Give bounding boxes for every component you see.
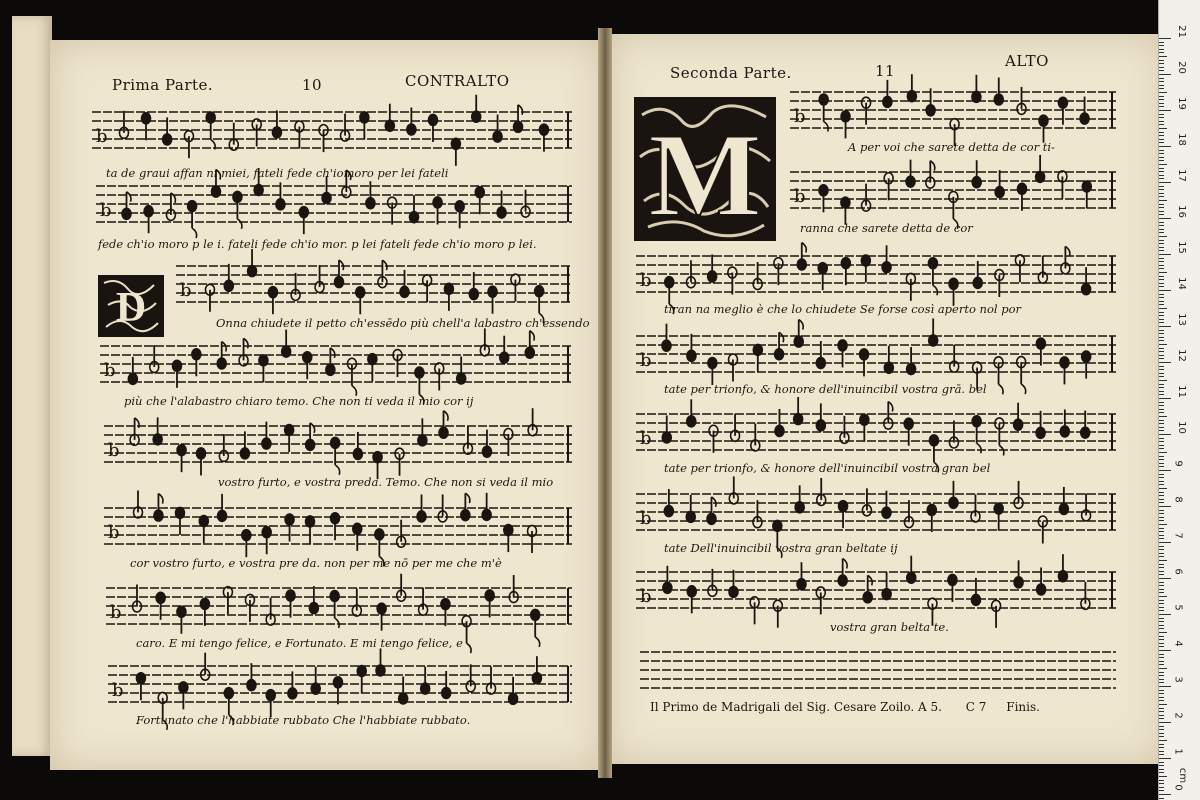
svg-text:b: b [100,200,112,221]
ruler-tick [1159,488,1167,489]
ruler-tick [1159,394,1164,395]
ruler-tick [1159,754,1164,755]
ruler-tick [1159,70,1164,71]
ruler-tick [1159,711,1164,712]
ruler-number: 7 [1172,532,1184,539]
svg-text:D: D [115,285,147,331]
ruler-tick [1159,639,1164,640]
ruler-tick [1159,747,1164,748]
ruler-tick [1159,672,1164,673]
ruler-tick [1159,186,1164,187]
ruler-tick [1159,153,1164,154]
ruler-number: 1 [1172,748,1184,755]
ruler-tick [1159,495,1164,496]
ruler-tick [1159,549,1164,550]
ornamental-initial-d [98,275,164,337]
ruler-tick [1159,229,1164,230]
ruler-tick [1159,600,1164,601]
ruler-tick [1159,654,1164,655]
ruler-tick [1159,736,1164,737]
ruler-tick [1159,531,1164,532]
ruler-tick [1159,56,1167,57]
ruler-tick [1159,456,1164,457]
ruler-tick [1159,290,1171,291]
ruler-tick [1159,664,1164,665]
svg-text:b: b [108,522,120,543]
ruler-tick [1159,128,1167,129]
ruler-tick [1159,715,1164,716]
ruler-tick [1159,373,1164,374]
ruler-tick [1159,657,1164,658]
svg-text:M: M [648,108,762,241]
ruler-tick [1159,322,1164,323]
ruler-tick [1159,81,1164,82]
ruler-tick [1159,164,1167,165]
ruler-tick [1159,182,1171,183]
ruler-tick [1159,67,1164,68]
ruler-tick [1159,492,1164,493]
ruler-tick [1159,175,1164,176]
ruler-tick [1159,628,1164,629]
music-staff [790,155,1116,229]
ruler-tick [1159,686,1171,687]
ruler-tick [1159,74,1171,75]
ruler-tick [1159,538,1164,539]
ruler-tick [1159,207,1164,208]
lyric-line: cor vostro furto, e vostra pre da. non per me nō per me che m'è [130,556,502,570]
ruler-tick [1159,636,1164,637]
ruler-tick [1159,477,1164,478]
ruler-tick [1159,92,1167,93]
ruler-tick [1159,758,1171,759]
ruler-tick [1159,452,1167,453]
ruler-tick [1159,787,1164,788]
ruler-tick [1159,682,1164,683]
ruler-tick [1159,297,1164,298]
ruler-tick [1159,646,1164,647]
lyric-line: caro. E mi tengo felice, e Fortunato. E mi tengo felice, e [136,636,463,650]
ruler-tick [1159,304,1164,305]
ruler-tick [1159,466,1164,467]
ruler-tick [1159,196,1164,197]
ruler-tick [1159,63,1164,64]
ruler-tick [1159,726,1164,727]
ruler-tick [1159,380,1167,381]
ruler-tick [1159,621,1164,622]
lyric-line: Onna chiudete il petto ch'essēdo più chell'a labastro ch'essendo [216,316,590,330]
ruler-tick [1159,762,1164,763]
ruler-tick [1159,211,1164,212]
ruler-tick [1159,283,1164,284]
ruler-tick [1159,337,1164,338]
ruler-tick [1159,355,1164,356]
ruler-tick [1159,618,1164,619]
ruler-number: 10 [1175,421,1187,434]
ruler-tick [1159,661,1164,662]
ruler-tick [1159,254,1171,255]
ruler-tick [1159,794,1171,795]
ruler-tick [1159,650,1171,651]
ruler-tick [1159,463,1164,464]
ruler-tick [1159,376,1164,377]
ruler-tick [1159,675,1164,676]
ruler-tick [1159,506,1171,507]
music-staff [92,95,572,166]
ruler-tick [1159,434,1171,435]
ruler-tick [1159,560,1167,561]
ruler-tick [1159,78,1164,79]
ruler-tick [1159,438,1164,439]
ruler-tick [1159,420,1164,421]
ruler-tick [1159,776,1167,777]
ruler-tick [1159,261,1164,262]
ruler-unit: cm [1177,767,1189,784]
ruler-tick [1159,528,1164,529]
lyric-line: più che l'alabastro chiaro temo. Che non ti veda il mio cor ij [124,394,474,408]
ruler-tick [1159,106,1164,107]
ruler-tick [1159,798,1164,799]
ruler-tick [1159,610,1164,611]
ruler-tick [1159,189,1164,190]
ruler-number: 16 [1175,205,1187,218]
ruler-tick [1159,499,1164,500]
lyric-line: tiran na meglio è che lo chiudete Se forse così aperto nol por [664,302,1021,316]
ruler-tick [1159,571,1164,572]
ruler-number: 18 [1175,133,1187,146]
ruler-tick [1159,679,1164,680]
ruler-tick [1159,42,1164,43]
ruler-tick [1159,733,1164,734]
ruler-tick [1159,405,1164,406]
ruler-number: 9 [1172,460,1184,467]
ruler-tick [1159,38,1171,39]
ruler-tick [1159,218,1171,219]
ruler-tick [1159,578,1171,579]
ruler-tick [1159,574,1164,575]
ruler-tick [1159,232,1164,233]
ruler-tick [1159,121,1164,122]
ruler-tick [1159,222,1164,223]
colophon [650,700,1130,714]
ruler-tick [1159,693,1164,694]
ruler-tick [1159,398,1171,399]
svg-text:b: b [640,508,652,529]
ruler-tick [1159,225,1164,226]
right-part-label: Seconda Parte. [670,64,792,82]
ruler-number: 12 [1175,349,1187,362]
ornamental-initial-m [634,97,776,241]
ruler-tick [1159,567,1164,568]
measurement-ruler [1158,0,1200,800]
ruler-tick [1159,193,1164,194]
ruler-tick [1159,668,1167,669]
ruler-tick [1159,700,1164,701]
ruler-tick [1159,708,1164,709]
ruler-tick [1159,157,1164,158]
ruler-tick [1159,146,1171,147]
ruler-tick [1159,308,1167,309]
ruler-tick [1159,114,1164,115]
lyric-line: tate per trionfo, & honore dell'inuincibil vostra grā. bel [664,382,987,396]
ruler-tick [1159,445,1164,446]
ruler-tick [1159,632,1167,633]
lyric-line: Fortunato che l'habbiate rubbato Che l'habbiate rubbato. [136,713,471,727]
ruler-tick [1159,517,1164,518]
ruler-tick [1159,387,1164,388]
ruler-tick [1159,330,1164,331]
ruler-tick [1159,160,1164,161]
ruler-tick [1159,49,1164,50]
ruler-tick [1159,88,1164,89]
ruler-tick [1159,592,1164,593]
ruler-number: 3 [1172,676,1184,683]
lyric-line: vostro furto, e vostra preda. Temo. Che non si veda il mio [218,475,554,489]
ruler-tick [1159,150,1164,151]
ruler-tick [1159,286,1164,287]
svg-text:b: b [640,586,652,607]
ruler-tick [1159,391,1164,392]
ruler-tick [1159,171,1164,172]
ruler-tick [1159,769,1164,770]
ruler-tick [1159,722,1171,723]
ruler-tick [1159,333,1164,334]
ruler-tick [1159,607,1164,608]
music-staff [636,554,1116,628]
ruler-tick [1159,582,1164,583]
ruler-tick [1159,240,1164,241]
ruler-tick [1159,52,1164,53]
ruler-tick [1159,643,1164,644]
ruler-number: 15 [1175,241,1187,254]
ruler-tick [1159,294,1164,295]
ruler-tick [1159,142,1164,143]
music-staff [176,249,572,323]
ruler-number: 13 [1175,313,1187,326]
ruler-tick [1159,448,1164,449]
ruler-tick [1159,326,1171,327]
ruler-tick [1159,470,1171,471]
svg-text:b: b [108,440,120,461]
svg-text:b: b [640,270,652,291]
ruler-tick [1159,312,1164,313]
ruler-tick [1159,589,1164,590]
ruler-tick [1159,103,1164,104]
ruler-number: 17 [1175,169,1187,182]
ruler-tick [1159,315,1164,316]
ruler-tick [1159,272,1167,273]
ruler-tick [1159,459,1164,460]
ruler-tick [1159,783,1164,784]
left-page-number: 10 [302,76,323,94]
ruler-tick [1159,520,1164,521]
ruler-tick [1159,481,1164,482]
ruler-number: 19 [1175,97,1187,110]
ruler-tick [1159,132,1164,133]
ruler-tick [1159,513,1164,514]
svg-text:b: b [96,126,108,147]
svg-text:b: b [112,680,124,701]
ruler-number: 11 [1175,385,1187,398]
ruler-tick [1159,790,1164,791]
lyric-line: ranna che sarete detta de cor [800,221,973,235]
ruler-tick [1159,369,1164,370]
ruler-tick [1159,441,1164,442]
lyric-line: A per voi che sarete detta de cor ti- [848,140,1055,154]
lyric-line: fede ch'io moro p le i. fateli fede ch'io mor. p lei fateli fede ch'io moro p lei. [98,237,537,251]
ruler-tick [1159,243,1164,244]
ruler-tick [1159,178,1164,179]
svg-text:b: b [640,428,652,449]
ruler-tick [1159,546,1164,547]
ruler-tick [1159,765,1164,766]
ruler-tick [1159,340,1164,341]
ruler-tick [1159,60,1164,61]
ruler-number: 6 [1172,568,1184,575]
ruler-tick [1159,772,1164,773]
ruler-number: 21 [1175,25,1187,38]
ruler-tick [1159,416,1167,417]
ruler-tick [1159,362,1171,363]
ruler-tick [1159,85,1164,86]
ruler-tick [1159,366,1164,367]
ruler-number: 4 [1172,640,1184,647]
ruler-tick [1159,510,1164,511]
ruler-tick [1159,502,1164,503]
svg-text:b: b [794,186,806,207]
svg-text:b: b [180,280,192,301]
ruler-tick [1159,99,1164,100]
ruler-tick [1159,603,1164,604]
ruler-tick [1159,614,1171,615]
colophon-text: Il Primo de Madrigali del Sig. Cesare Zoilo. A 5. [650,700,942,714]
ruler-tick [1159,542,1171,543]
right-page-number: 11 [875,62,896,80]
lyric-line: tate per trionfo, & honore dell'inuincibil vostra gran bel [664,461,991,475]
ruler-tick [1159,117,1164,118]
ruler-tick [1159,412,1164,413]
ruler-tick [1159,474,1164,475]
ruler-tick [1159,265,1164,266]
ruler-tick [1159,279,1164,280]
ruler-tick [1159,409,1164,410]
ruler-tick [1159,704,1167,705]
finis-mark: Finis. [1006,700,1040,714]
ruler-tick [1159,250,1164,251]
ruler-tick [1159,214,1164,215]
ruler-number: 5 [1172,604,1184,611]
ruler-number: 8 [1172,496,1184,503]
ruler-tick [1159,139,1164,140]
ruler-tick [1159,697,1164,698]
ruler-tick [1159,427,1164,428]
ruler-number: 2 [1172,712,1184,719]
ruler-tick [1159,524,1167,525]
ruler-tick [1159,585,1164,586]
ruler-tick [1159,301,1164,302]
ruler-tick [1159,96,1164,97]
ruler-tick [1159,258,1164,259]
left-voice-title: CONTRALTO [405,72,510,90]
ruler-tick [1159,751,1164,752]
ruler-tick [1159,124,1164,125]
lyric-line: ta de graui affan ni miei, fateli fede ch'iomoro per lei fateli [106,166,449,180]
ruler-tick [1159,744,1164,745]
lyric-line: vostra gran belta te. [830,620,949,634]
gathering-signature: C 7 [965,700,987,714]
ruler-tick [1159,45,1164,46]
ruler-tick [1159,690,1164,691]
left-part-label: Prima Parte. [112,76,214,94]
music-staff [640,652,1116,688]
ruler-tick [1159,348,1164,349]
music-staff [104,408,572,479]
ruler-tick [1159,596,1167,597]
ruler-tick [1159,247,1164,248]
ruler-tick [1159,729,1164,730]
ruler-tick [1159,200,1167,201]
ruler-tick [1159,535,1164,536]
ruler-number: 14 [1175,277,1187,290]
ruler-tick [1159,718,1164,719]
svg-text:b: b [640,350,652,371]
music-staff [790,74,1116,146]
ruler-tick [1159,135,1164,136]
ruler-tick [1159,319,1164,320]
ruler-tick [1159,344,1167,345]
ruler-tick [1159,351,1164,352]
ruler-tick [1159,625,1164,626]
ruler-tick [1159,236,1167,237]
ruler-tick [1159,564,1164,565]
svg-text:b: b [794,106,806,127]
ruler-tick [1159,204,1164,205]
right-voice-title: ALTO [1005,52,1049,70]
ruler-tick [1159,430,1164,431]
svg-text:b: b [110,602,122,623]
ruler-tick [1159,423,1164,424]
ruler-number: 0 [1172,784,1184,791]
svg-text:b: b [104,360,116,381]
ruler-tick [1159,358,1164,359]
ruler-tick [1159,384,1164,385]
ruler-tick [1159,110,1171,111]
ruler-tick [1159,484,1164,485]
ruler-tick [1159,780,1164,781]
ruler-tick [1159,402,1164,403]
ruler-tick [1159,556,1164,557]
ruler-tick [1159,740,1167,741]
ruler-tick [1159,553,1164,554]
ruler-tick [1159,268,1164,269]
ruler-tick [1159,168,1164,169]
lyric-line: tate Dell'inuincibil vostra gran beltate ij [664,541,898,555]
ruler-tick [1159,276,1164,277]
ruler-number: 20 [1175,61,1187,74]
